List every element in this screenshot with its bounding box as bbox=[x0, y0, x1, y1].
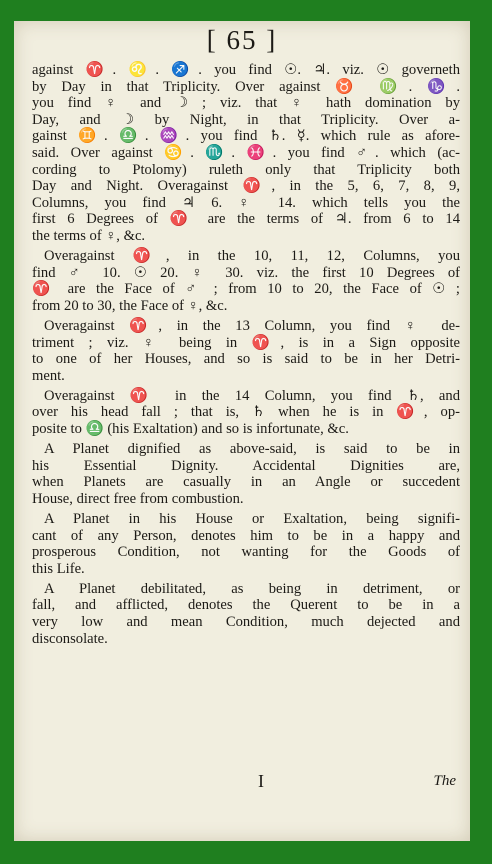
text-line: said. Over against ♋. ♏. ♓. you find ♂. which (ac- bbox=[32, 144, 460, 161]
text-line: this Life. bbox=[32, 560, 85, 577]
text-line: posite to ♎ (his Exaltation) and so is infortunate, &c. bbox=[32, 420, 349, 437]
text-line: his Essential Dignity. Accidental Dignities are, bbox=[32, 457, 460, 474]
paragraph bbox=[32, 318, 460, 384]
paragraph bbox=[32, 248, 460, 314]
text-line: find ♂ 10. ☉ 20. ♀ 30. viz. the first 10 Degrees of bbox=[32, 264, 460, 281]
paragraph bbox=[32, 511, 460, 577]
text-line: A Planet debilitated, as being in detriment, or bbox=[44, 580, 460, 597]
text-line: triment ; viz. ♀ being in ♈, is in a Sign opposite bbox=[32, 334, 460, 351]
text-line: A Planet in his House or Exaltation, being signifi- bbox=[44, 510, 460, 527]
text-line: Columns, you find ♃ 6. ♀ 14. which tells you the bbox=[32, 194, 460, 211]
text-line: first 6 Degrees of ♈ are the terms of ♃. from 6 to 14 bbox=[32, 211, 460, 228]
text-line: gainst ♊. ♎. ♒. you find ♄. ☿. which rule as afore- bbox=[32, 128, 460, 145]
paragraph bbox=[32, 388, 460, 438]
text-line: against ♈. ♌. ♐. you find ☉. ♃. viz. ☉ governeth bbox=[32, 62, 460, 78]
paragraph bbox=[32, 62, 460, 245]
book-page bbox=[14, 21, 470, 841]
text-line: when Planets are casually in an Angle or succedent bbox=[32, 474, 460, 491]
text-line: fall, and afflicted, denotes the Querent to be in a bbox=[32, 597, 460, 614]
signature-mark: I bbox=[258, 771, 264, 791]
text-line: ♈ are the Face of ♂ ; from 10 to 20, the Face of ☉ ; bbox=[32, 281, 460, 298]
text-line: prosperous Condition, not wanting for the Goods of bbox=[32, 544, 460, 561]
body-text bbox=[32, 62, 460, 647]
text-line: by Day in that Triplicity. Over against ♉ ♍. ♑. bbox=[32, 78, 460, 95]
page-number: [ 65 ] bbox=[206, 25, 278, 55]
paragraph bbox=[32, 441, 460, 507]
text-line: Day and Night. Overagainst ♈, in the 5, 6, 7, 8, 9, bbox=[32, 178, 460, 195]
catchword: The bbox=[433, 773, 456, 789]
text-line: very low and mean Condition, much dejected and bbox=[32, 614, 460, 630]
text-line: House, direct free from combustion. bbox=[32, 490, 244, 507]
paragraph bbox=[32, 581, 460, 647]
text-line: disconsolate. bbox=[32, 630, 108, 647]
text-line: cant of any Person, denotes him to be in a happy and bbox=[32, 527, 460, 544]
text-line: A Planet dignified as above-said, is said to be in bbox=[44, 441, 460, 458]
text-line: over his head fall ; that is, ♄ when he is in ♈, op- bbox=[32, 404, 460, 421]
text-line: ment. bbox=[32, 367, 65, 384]
text-line: you find ♀ and ☽ ; viz. that ♀ hath domination by bbox=[32, 95, 460, 112]
text-line: to one of her Houses, and so is said to be in her Detri- bbox=[32, 351, 460, 368]
text-line: cording to Ptolomy) ruleth only that Triplicity both bbox=[32, 161, 460, 178]
text-line: from 20 to 30, the Face of ♀, &c. bbox=[32, 297, 228, 314]
text-line: Day, and ☽ by Night, in that Triplicity. Over a- bbox=[32, 111, 460, 128]
text-line: Overagainst ♈, in the 10, 11, 12, Columns, you bbox=[44, 248, 460, 265]
text-line: Overagainst ♈, in the 13 Column, you find ♀ de- bbox=[44, 317, 460, 334]
text-line: the terms of ♀, &c. bbox=[32, 227, 146, 244]
text-line: Overagainst ♈ in the 14 Column, you find ♄, and bbox=[44, 387, 460, 404]
